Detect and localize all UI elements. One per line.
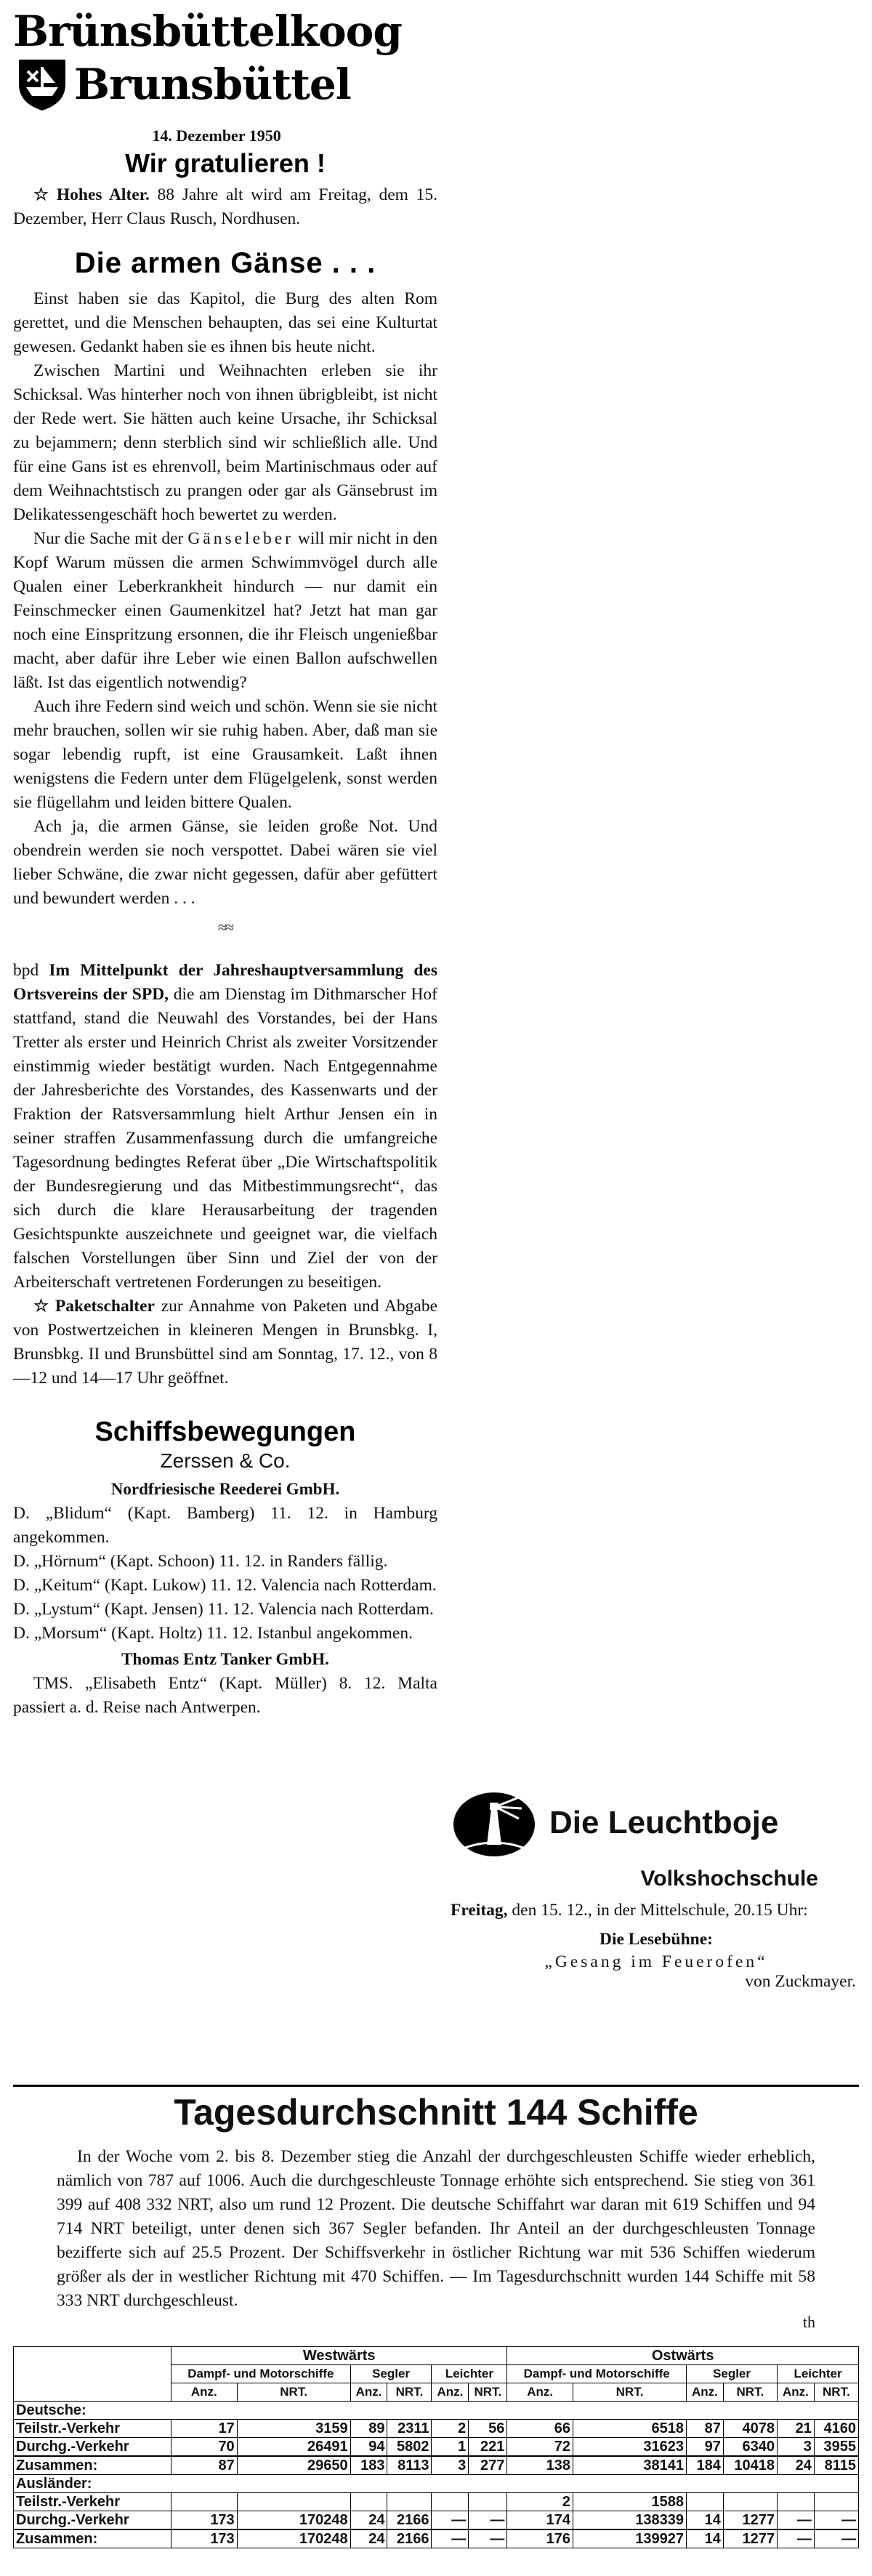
table-corner [14, 2347, 171, 2402]
table-cell: 31623 [573, 2438, 687, 2457]
table-cell: 139927 [573, 2529, 687, 2548]
table-cell [778, 2493, 815, 2511]
table-cell: 72 [507, 2438, 573, 2457]
header-nrt: NRT. [387, 2383, 432, 2402]
header-anz: Anz. [171, 2383, 238, 2402]
table-cell: 1588 [573, 2493, 687, 2511]
table-cell: 5802 [387, 2438, 432, 2457]
leuchtboje-header [451, 1787, 862, 1859]
table-cell: 2 [507, 2493, 573, 2511]
table-cell: 24 [350, 2529, 387, 2548]
gratulieren-article [13, 183, 437, 231]
leuchtboje-day: Freitag, [451, 1901, 508, 1920]
paket-text: zur Annahme von Paketen und Abgabe von Postwertzeichen in kleineren Mengen in Brunsbkg. I, Brunsbkg. II und Brunsbüttel sind am Sonntag, 17. 12., von 8—12 und 14—17 Uhr geöffnet. [13, 1297, 438, 1388]
table-cell: 3 [432, 2456, 469, 2475]
table-row [14, 2456, 859, 2475]
issue-date: 14. Dezember 1950 [152, 126, 281, 145]
table-cell: 2311 [387, 2420, 432, 2438]
schiff-entry: D. „Keitum“ (Kapt. Lukow) 11. 12. Valencia nach Rotterdam. [13, 1576, 437, 1595]
gaense-p3-post: will mir nicht in den Kopf Warum müssen die armen Schwimmvögel durch alle Qualen einer Leberkrankheit hindurch — nur damit ein Feinschmecker einen Gaumenkitzel hat? Jetzt hat man gar noch eine Einspritzung ersonnen, die ihr Fleisch ungenießbar macht, aber dafür ihre Leber wie einen Ballon aufschwellen läßt. Ist das eigentlich notwendig? [13, 529, 437, 692]
traffic-table [13, 2346, 859, 2548]
schiff-entry: D. „Hörnum“ (Kapt. Schoon) 11. 12. in Randers fällig. [13, 1552, 388, 1571]
tages-headline: Tagesdurchschnitt 144 Schiffe [174, 2092, 698, 2133]
table-cell: — [814, 2511, 858, 2530]
table-cell: 3159 [237, 2420, 350, 2438]
header-west: Westwärts [171, 2347, 507, 2365]
row-label: Durchg.-Verkehr [14, 2511, 171, 2530]
table-cell: 138 [507, 2456, 573, 2475]
table-cell: 56 [469, 2420, 507, 2438]
table-cell: 184 [687, 2456, 724, 2475]
table-cell: 89 [350, 2420, 387, 2438]
masthead [13, 0, 437, 145]
paket-article [13, 1295, 437, 1390]
table-cell: 173 [171, 2511, 238, 2530]
table-cell: 70 [171, 2438, 238, 2457]
schiff-tanker: TMS. „Elisabeth Entz“ (Kapt. Müller) 8. 12. Malta passiert a. d. Reise nach Antwerpen. [13, 1674, 437, 1717]
leuchtboje-ad [451, 1787, 862, 1992]
lighthouse-buoy-icon [451, 1787, 538, 1859]
table-cell: 14 [687, 2529, 724, 2548]
leuchtboje-time: den 15. 12., in der Mittelschule, 20.15 Uhr: [512, 1901, 808, 1920]
leuchtboje-subtitle: Volkshochschule [640, 1867, 818, 1891]
row-label: Zusammen: [14, 2456, 171, 2475]
table-cell: 2 [432, 2420, 469, 2438]
schiff-headline: Schiffsbewegungen [94, 1417, 356, 1447]
tages-article [13, 2145, 859, 2313]
ship-crest-icon [13, 55, 71, 113]
table-cell: — [778, 2511, 815, 2530]
table-cell: 17 [171, 2420, 238, 2438]
table-cell: 87 [171, 2456, 238, 2475]
schiff-entry: D. „Lystum“ (Kapt. Jensen) 11. 12. Valencia nach Rotterdam. [13, 1600, 434, 1619]
header-nrt: NRT. [573, 2383, 687, 2402]
table-cell: 1 [432, 2438, 469, 2457]
table-cell: 1277 [723, 2529, 777, 2548]
leuchtboje-text [451, 1899, 862, 1923]
table-cell: 38141 [573, 2456, 687, 2475]
table-cell: — [814, 2529, 858, 2548]
table-cell: 4078 [723, 2420, 777, 2438]
tages-tail: th [802, 2313, 815, 2331]
table-cell [469, 2493, 507, 2511]
header-nrt: NRT. [469, 2383, 507, 2402]
masthead-line-2: Brunsbüttel [74, 60, 351, 109]
table-cell [814, 2493, 858, 2511]
wave-divider-icon: ≈≈ [217, 918, 233, 936]
section-auslaender: Ausländer: [14, 2475, 859, 2493]
table-cell: 24 [778, 2456, 815, 2475]
header-nrt: NRT. [723, 2383, 777, 2402]
table-cell: 26491 [237, 2438, 350, 2457]
header-leichter: Leichter [432, 2365, 507, 2383]
table-cell [387, 2493, 432, 2511]
table-cell [350, 2493, 387, 2511]
masthead-line-1: Brünsbüttelkoog [13, 7, 402, 56]
table-cell [723, 2493, 777, 2511]
table-cell: 66 [507, 2420, 573, 2438]
table-row [14, 2438, 859, 2457]
table-cell: 1277 [723, 2511, 777, 2530]
row-label: Durchg.-Verkehr [14, 2438, 171, 2457]
table-cell: 2166 [387, 2529, 432, 2548]
masthead-row-2 [13, 55, 437, 113]
section-deutsche: Deutsche: [14, 2402, 859, 2420]
table-cell: 97 [687, 2438, 724, 2457]
gaense-paragraph-2: Zwischen Martini und Weihnachten erleben sie ihr Schicksal. Was hinterher noch von ihnen übrigbleibt, ist nicht der Rede wert. Sie hätten auch keine Ursache, ihr Schicksal zu bejammern; denn sterblich sind wir schließlich alle. Und für eine Gans ist es ehrenvoll, beim Martinischmaus oder auf dem Weihnachtstisch zu prangen oder gar als Gänsebrust im Delikatessengeschäft hoch bewertet zu werden. [13, 361, 437, 524]
table-cell: — [432, 2529, 469, 2548]
row-label: Zusammen: [14, 2529, 171, 2548]
gaense-paragraph-3 [13, 527, 437, 695]
table-cell: 174 [507, 2511, 573, 2530]
table-cell [171, 2493, 238, 2511]
table-cell: 8115 [814, 2456, 858, 2475]
table-cell: — [469, 2511, 507, 2530]
leuchtboje-author: von Zuckmayer. [745, 1972, 856, 1991]
table-cell [237, 2493, 350, 2511]
table-cell: 87 [687, 2420, 724, 2438]
row-label: Teilstr.-Verkehr [14, 2493, 171, 2511]
table-row [14, 2493, 859, 2511]
spd-prefix: bpd [13, 961, 39, 980]
gaense-headline: Die armen Gänse . . . [74, 247, 376, 279]
spd-text: die am Dienstag im Dithmarscher Hof stattfand, stand die Neuwahl des Vorstandes, bei der Hans Tretter als erster und Heinrich Christ als zweiter Vorsitzender einstimmig wieder bestätigt wurden. Nach Entgegennahme der Jahresberichte des Vorstandes, des Kassenwarts und der Fraktion der Ratsversammlung hielt Arthur Jensen ein in seiner straffen Zusammenfassung durch die umfangreiche Tagesordnung bedingtes Referat über „Die Wirtschaftspolitik der Bundesregierung und das Mitbestimmungsrecht“, das sich durch die klare Herausarbeitung der tragenden Gesichtspunkte auszeichnete und geeignet war, die vielfach falschen Vorstellungen über Sinn und Ziel der von der Arbeiterschaft vertretenen Forderungen zu beseitigen. [13, 985, 437, 1292]
header-anz: Anz. [687, 2383, 724, 2402]
header-anz: Anz. [507, 2383, 573, 2402]
leuchtboje-title: Die Leuchtboje [549, 1805, 779, 1840]
table-cell [687, 2493, 724, 2511]
schiff-agent: Zerssen & Co. [160, 1449, 291, 1472]
star-icon: ☆ [33, 185, 52, 204]
table-row [14, 2511, 859, 2530]
header-dampf: Dampf- und Motorschiffe [171, 2365, 351, 2383]
gaense-p3-spaced: Gänseleber [187, 529, 294, 548]
schiff-company-1: Nordfriesische Reederei GmbH. [110, 1480, 340, 1498]
table-cell: 138339 [573, 2511, 687, 2530]
header-segler: Segler [350, 2365, 432, 2383]
section-rule [13, 2085, 859, 2087]
header-dampf: Dampf- und Motorschiffe [507, 2365, 687, 2383]
table-cell: — [778, 2529, 815, 2548]
spd-lead: Im Mittelpunkt der Jahreshauptversammlung des Ortsvereins der SPD, [13, 961, 438, 1004]
table-cell: 21 [778, 2420, 815, 2438]
leuchtboje-work: „Gesang im Feuerofen“ [544, 1952, 768, 1971]
table-cell: 221 [469, 2438, 507, 2457]
table-cell [432, 2493, 469, 2511]
gaense-paragraph-4: Auch ihre Federn sind weich und schön. Wenn sie sie nicht mehr brauchen, sollen wir sie ruhig haben. Aber, daß man sie sogar lebendig rupft, ist eine Grausamkeit. Laßt ihnen wenigstens die Federn unter dem Flügelgelenk, sonst werden sie flügellahm und leiden bittere Qualen. [13, 697, 437, 812]
left-column [13, 0, 437, 1720]
table-cell: 4160 [814, 2420, 858, 2438]
table-cell: 183 [350, 2456, 387, 2475]
paket-lead: Paketschalter [54, 1297, 155, 1316]
tages-paragraph: In der Woche vom 2. bis 8. Dezember stieg die Anzahl der durchgeschleusten Schiffe wieder erheblich, nämlich von 787 auf 1006. Auch die durchgeschleuste Tonnage erhöhte sich entsprechend. Sie stieg von 361 399 auf 408 332 NRT, also um rund 12 Prozent. Die deutsche Schiffahrt war daran mit 619 Schiffen und 94 714 NRT beteiligt, unter denen sich 367 Segler befanden. Ihr Anteil an der durchgeschleusten Tonnage bezifferte sich auf 25.5 Prozent. Der Schiffsverkehr in östlicher Richtung war mit 536 Schiffen wiederum größer als der in westlicher Richtung mit 470 Schiffen. — Im Tagesdurchschnitt wurden 144 Schiffe mit 58 333 NRT durchgeschleust. [57, 2147, 815, 2310]
table-cell: 176 [507, 2529, 573, 2548]
table-cell: 3955 [814, 2438, 858, 2457]
tages-section [13, 2085, 859, 2548]
header-anz: Anz. [432, 2383, 469, 2402]
table-cell: 6340 [723, 2438, 777, 2457]
table-cell: 29650 [237, 2456, 350, 2475]
table-cell: 14 [687, 2511, 724, 2530]
table-cell: 24 [350, 2511, 387, 2530]
table-cell: 170248 [237, 2529, 350, 2548]
star-icon: ☆ [33, 1297, 51, 1316]
header-ost: Ostwärts [507, 2347, 859, 2365]
table-cell: 2166 [387, 2511, 432, 2530]
row-label: Teilstr.-Verkehr [14, 2420, 171, 2438]
table-cell: 277 [469, 2456, 507, 2475]
gaense-paragraph-5: Ach ja, die armen Gänse, sie leiden große Not. Und obendrein werden sie noch verspottet. Dabei wären sie viel lieber Schwäne, die zwar nicht gegessen, dafür aber gefüttert und bewundert werden . . . [13, 817, 437, 908]
header-anz: Anz. [350, 2383, 387, 2402]
table-cell: 10418 [723, 2456, 777, 2475]
table-row [14, 2529, 859, 2548]
gratulieren-headline: Wir gratulieren ! [125, 148, 326, 178]
schiff-company-2: Thomas Entz Tanker GmbH. [121, 1650, 329, 1668]
header-nrt: NRT. [814, 2383, 858, 2402]
gratulieren-lead: Hohes Alter. [56, 185, 150, 204]
table-cell: 6518 [573, 2420, 687, 2438]
table-cell: 170248 [237, 2511, 350, 2530]
schiff-entry: D. „Morsum“ (Kapt. Holtz) 11. 12. Istanbul angekommen. [13, 1624, 413, 1643]
header-leichter: Leichter [778, 2365, 859, 2383]
table-row [14, 2420, 859, 2438]
header-nrt: NRT. [237, 2383, 350, 2402]
spd-article [13, 959, 437, 1295]
schiff-entry: D. „Blidum“ (Kapt. Bamberg) 11. 12. in Hamburg angekommen. [13, 1504, 437, 1547]
table-cell: — [432, 2511, 469, 2530]
table-cell: — [469, 2529, 507, 2548]
table-body [14, 2402, 859, 2548]
leuchtboje-buehne: Die Lesebühne: [599, 1930, 714, 1949]
header-segler: Segler [687, 2365, 778, 2383]
table-cell: 173 [171, 2529, 238, 2548]
table-cell: 8113 [387, 2456, 432, 2475]
table-cell: 3 [778, 2438, 815, 2457]
gaense-p3-pre: Nur die Sache mit der [33, 529, 188, 548]
header-anz: Anz. [778, 2383, 815, 2402]
table-cell: 94 [350, 2438, 387, 2457]
gaense-paragraph-1: Einst haben sie das Kapitol, die Burg des alten Rom gerettet, und die Menschen behaupten, das sei eine Kulturtat gewesen. Gedankt haben sie es ihnen bis heute nicht. [13, 289, 437, 356]
gratulieren-text: 88 Jahre alt wird am Freitag, dem 15. Dezember, Herr Claus Rusch, Nordhusen. [13, 185, 437, 228]
